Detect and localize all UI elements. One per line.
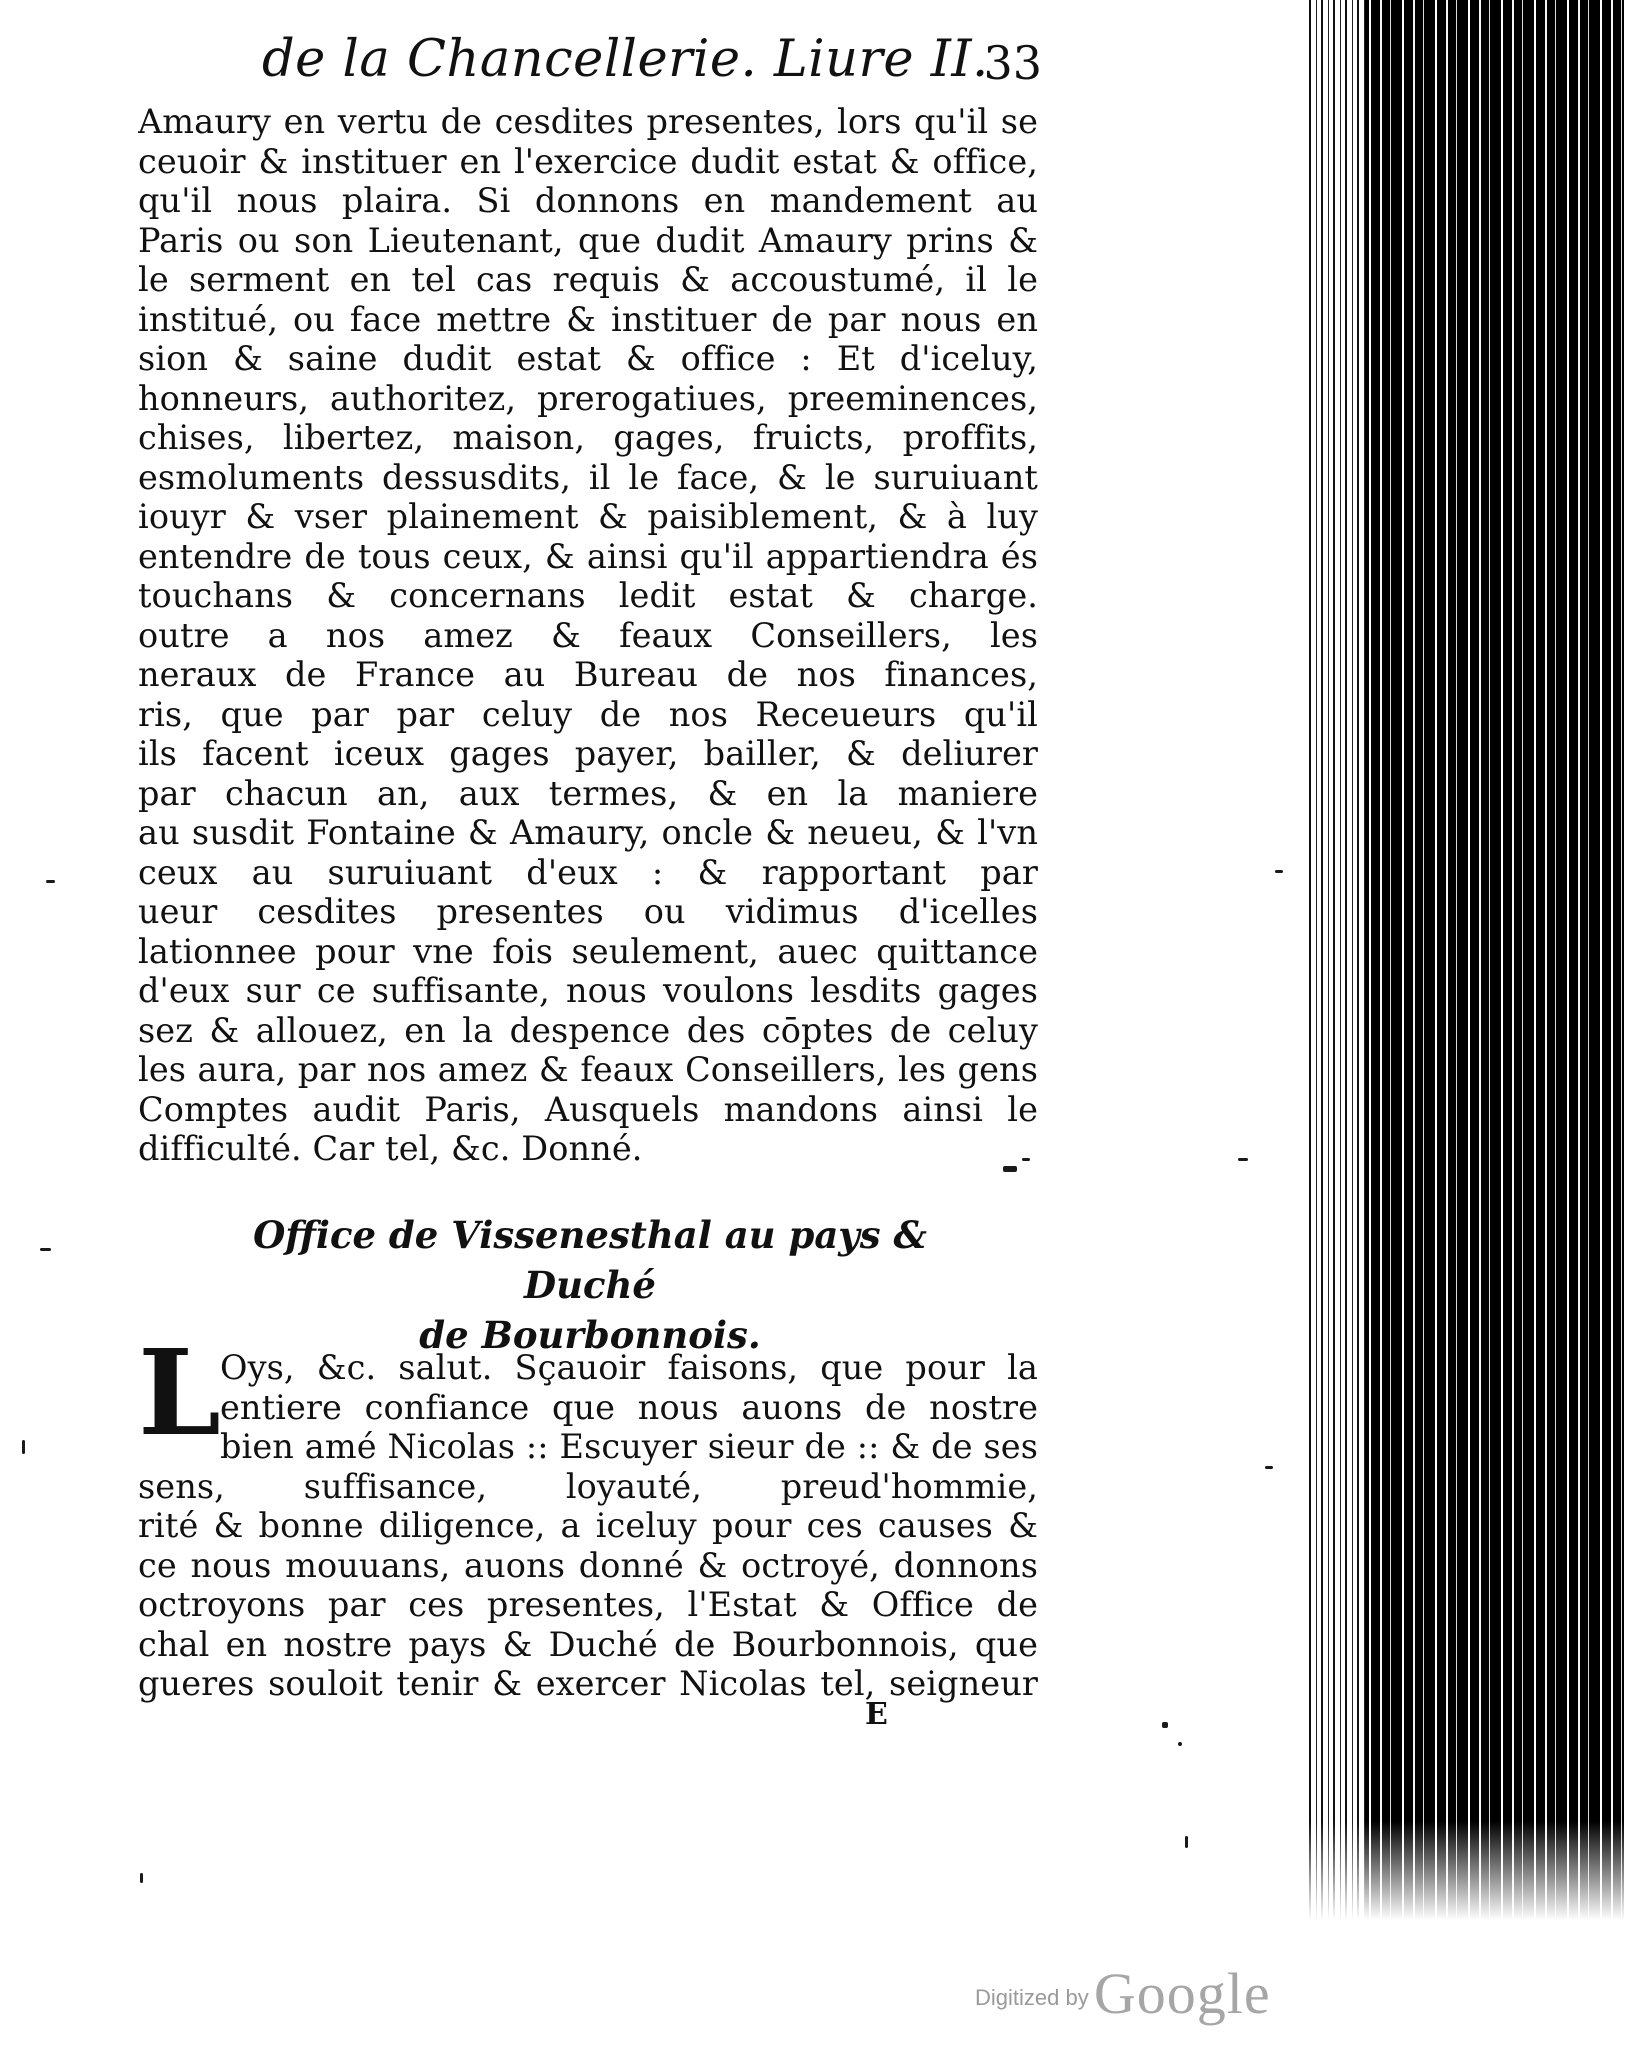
- text-line: sez & allouez, en la despence des cōptes de celuy: [138, 1010, 1038, 1050]
- scan-speck: [1178, 1742, 1182, 1746]
- text-line: par chacun an, aux termes, & en la maniere: [138, 773, 1038, 813]
- text-line: octroyons par ces presentes, l'Estat & Office de: [138, 1585, 1038, 1624]
- text-line: touchans & concernans ledit estat & charge.: [138, 576, 1038, 615]
- section-title-line-1: Office de Vissenesthal au pays & Duché: [253, 1213, 927, 1307]
- text-line: Comptes audit Paris, Ausquels mandons ainsi le: [138, 1089, 1038, 1129]
- scan-speck: [46, 880, 55, 883]
- scan-speck: [1238, 1158, 1248, 1161]
- text-line: sens, suffisance, loyauté, preud'hommie,: [138, 1466, 1038, 1506]
- text-line: neraux de France au Bureau de nos finances,: [138, 655, 1038, 694]
- text-line-last: difficulté. Car tel, &c. Donné.: [138, 1129, 643, 1168]
- text-line: ris, que par par celuy de nos Receueurs qu'il: [138, 694, 1038, 734]
- drop-cap-indented-lines: [138, 1348, 1038, 1467]
- section-title: [200, 1210, 980, 1360]
- page-number: 33: [983, 36, 1042, 90]
- text-line: outre a nos amez & feaux Conseillers, les: [138, 615, 1038, 655]
- scan-speck: [1275, 870, 1283, 873]
- scan-speck: [140, 1873, 143, 1883]
- running-title: de la Chancellerie. Liure II.: [262, 30, 989, 89]
- text-line: Oys, &c. salut. Sçauoir faisons, que pour la: [220, 1348, 1038, 1387]
- text-line: Amaury en vertu de cesdites presentes, lors qu'il se: [138, 102, 1038, 141]
- watermark-prefix: Digitized by: [975, 1985, 1089, 2010]
- scan-speck: [1265, 1466, 1273, 1469]
- text-line: au susdit Fontaine & Amaury, oncle & neueu, & l'vn: [138, 813, 1038, 852]
- text-line: les aura, par nos amez & feaux Conseillers, les gens: [138, 1050, 1038, 1089]
- catchword: E: [865, 1697, 888, 1732]
- scan-speck: [1003, 1166, 1017, 1172]
- scan-speck: [1022, 1158, 1030, 1161]
- scan-speck: [40, 1248, 51, 1251]
- paragraph-2: [138, 1348, 1038, 1704]
- drop-cap: L: [138, 1323, 221, 1462]
- text-line: le serment en tel cas requis & accoustumé, il le: [138, 260, 1038, 299]
- page-header: [262, 22, 1042, 94]
- text-line: sion & saine dudit estat & office : Et d'iceluy,: [138, 339, 1038, 378]
- text-line: chises, libertez, maison, gages, fruicts, proffits,: [138, 418, 1038, 457]
- text-line: ceux au suruiuant d'eux : & rapportant par: [138, 852, 1038, 892]
- text-line: gueres souloit tenir & exercer Nicolas tel, seigneur: [138, 1664, 1038, 1703]
- text-line: ceuoir & instituer en l'exercice dudit estat & office,: [138, 141, 1038, 181]
- text-line: Paris ou son Lieutenant, que dudit Amaury prins &: [138, 220, 1038, 260]
- text-line: chal en nostre pays & Duché de Bourbonnois, que: [138, 1624, 1038, 1664]
- google-logo: Google: [1093, 1961, 1271, 2026]
- text-line: d'eux sur ce suffisante, nous voulons lesdits gages: [138, 971, 1038, 1010]
- text-line: ce nous mouuans, auons donné & octroyé, donnons: [138, 1545, 1038, 1585]
- scan-speck: [1185, 1836, 1188, 1848]
- binding-edge: [1305, 0, 1642, 1920]
- text-line: bien amé Nicolas :: Escuyer sieur de :: & de ses: [220, 1427, 1038, 1466]
- section-title-line-2: de Bourbonnois.: [419, 1313, 761, 1357]
- text-line: lationnee pour vne fois seulement, auec quittance: [138, 931, 1038, 971]
- scan-speck: [1162, 1722, 1168, 1728]
- text-line: ils facent iceux gages payer, bailler, & deliurer: [138, 734, 1038, 773]
- text-line: entiere confiance que nous auons de nostre: [220, 1387, 1038, 1427]
- digitized-by-google-watermark: [975, 1960, 1315, 2030]
- text-line: institué, ou face mettre & instituer de par nous en: [138, 299, 1038, 339]
- binding-edge-fade: [1305, 1700, 1642, 1920]
- text-line: esmoluments dessusdits, il le face, & le suruiuant: [138, 457, 1038, 497]
- text-line: ueur cesdites presentes ou vidimus d'icelles: [138, 892, 1038, 931]
- scan-speck: [22, 1440, 25, 1454]
- text-line: entendre de tous ceux, & ainsi qu'il appartiendra és: [138, 536, 1038, 576]
- paragraph-1: [138, 102, 1038, 1169]
- text-line: qu'il nous plaira. Si donnons en mandement au: [138, 181, 1038, 220]
- text-line: rité & bonne diligence, a iceluy pour ces causes &: [138, 1506, 1038, 1545]
- text-line: honneurs, authoritez, prerogatiues, preeminences,: [138, 378, 1038, 418]
- text-line: iouyr & vser plainement & paisiblement, & à luy: [138, 497, 1038, 536]
